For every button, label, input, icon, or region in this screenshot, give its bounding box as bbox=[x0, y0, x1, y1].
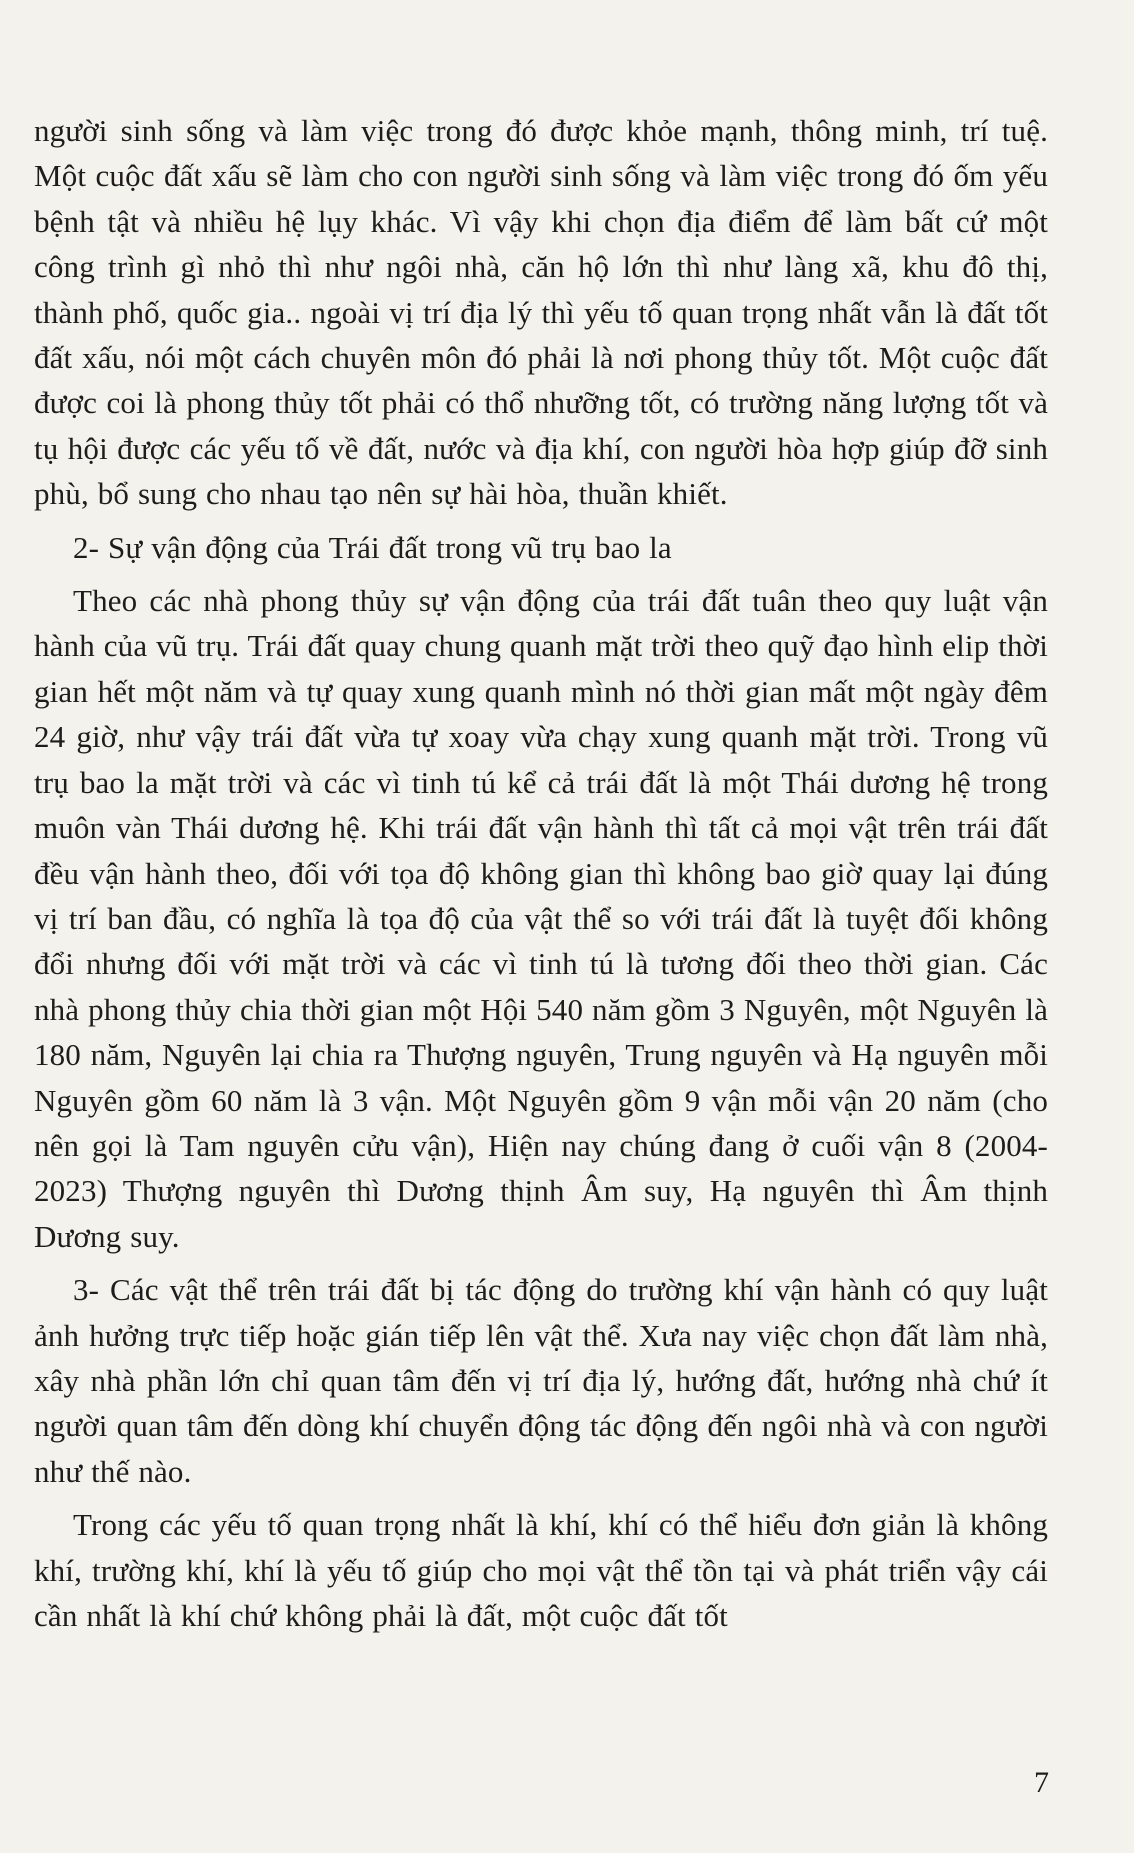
paragraph-khi: Trong các yếu tố quan trọng nhất là khí, khí có thể hiểu đơn giản là không khí, trường khí, khí là yếu tố giúp cho mọi vật thể tồn tại và phát triển vậy cái cần nhất là khí chứ không phải là đất, một cuộc đất tốt bbox=[34, 1507, 1048, 1633]
paragraph-continuation: người sinh sống và làm việc trong đó được khỏe mạnh, thông minh, trí tuệ. Một cuộc đất xấu sẽ làm cho con người sinh sống và làm việc trong đó ốm yếu bệnh tật và nhiều hệ lụy khác. Vì vậy khi chọn địa điểm để làm bất cứ một công trình gì nhỏ thì như ngôi nhà, căn hộ lớn thì như làng xã, khu đô thị, thành phố, quốc gia.. ngoài vị trí địa lý thì yếu tố quan trọng nhất vẫn là đất tốt đất xấu, nói một cách chuyên môn đó phải là nơi phong thủy tốt. Một cuộc đất được coi là phong thủy tốt phải có thổ nhưỡng tốt, có trường năng lượng tốt và tụ hội được các yếu tố về đất, nước và địa khí, con người hòa hợp giúp đỡ sinh phù, bổ sung cho nhau tạo nên sự hài hòa, thuần khiết. bbox=[34, 113, 1048, 512]
book-page-body bbox=[34, 108, 1048, 1638]
paragraph-earth-motion: Theo các nhà phong thủy sự vận động của trái đất tuân theo quy luật vận hành của vũ trụ. Trái đất quay chung quanh mặt trời theo quỹ đạo hình elip thời gian hết một năm và tự quay xung quanh mình nó thời gian mất một ngày đêm 24 giờ, như vậy trái đất vừa tự xoay vừa chạy xung quanh mặt trời. Trong vũ trụ bao la mặt trời và các vì tinh tú kể cả trái đất là một Thái dương hệ trong muôn vàn Thái dương hệ. Khi trái đất vận hành thì tất cả mọi vật trên trái đất đều vận hành theo, đối với tọa độ không gian thì không bao giờ quay lại đúng vị trí ban đầu, có nghĩa là tọa độ của vật thể so với trái đất là tuyệt đối không đổi nhưng đối với mặt trời và các vì tinh tú là tương đối theo thời gian. Các nhà phong thủy chia thời gian một Hội 540 năm gồm 3 Nguyên, một Nguyên là 180 năm, Nguyên lại chia ra Thượng nguyên, Trung nguyên và Hạ nguyên mỗi Nguyên gồm 60 năm là 3 vận. Một Nguyên gồm 9 vận mỗi vận 20 năm (cho nên gọi là Tam nguyên cửu vận), Hiện nay chúng đang ở cuối vận 8 (2004-2023) Thượng nguyên thì Dương thịnh Âm suy, Hạ nguyên thì Âm thịnh Dương suy. bbox=[34, 583, 1048, 1254]
section-3-paragraph: 3- Các vật thể trên trái đất bị tác động do trường khí vận hành có quy luật ảnh hưởng trực tiếp hoặc gián tiếp lên vật thể. Xưa nay việc chọn đất làm nhà, xây nhà phần lớn chỉ quan tâm đến vị trí địa lý, hướng đất, hướng nhà chứ ít người quan tâm đến dòng khí chuyển động tác động đến ngôi nhà và con người như thế nào. bbox=[34, 1272, 1048, 1489]
section-heading-2: 2- Sự vận động của Trái đất trong vũ trụ bao la bbox=[73, 529, 672, 565]
page-number: 7 bbox=[1034, 1766, 1049, 1799]
